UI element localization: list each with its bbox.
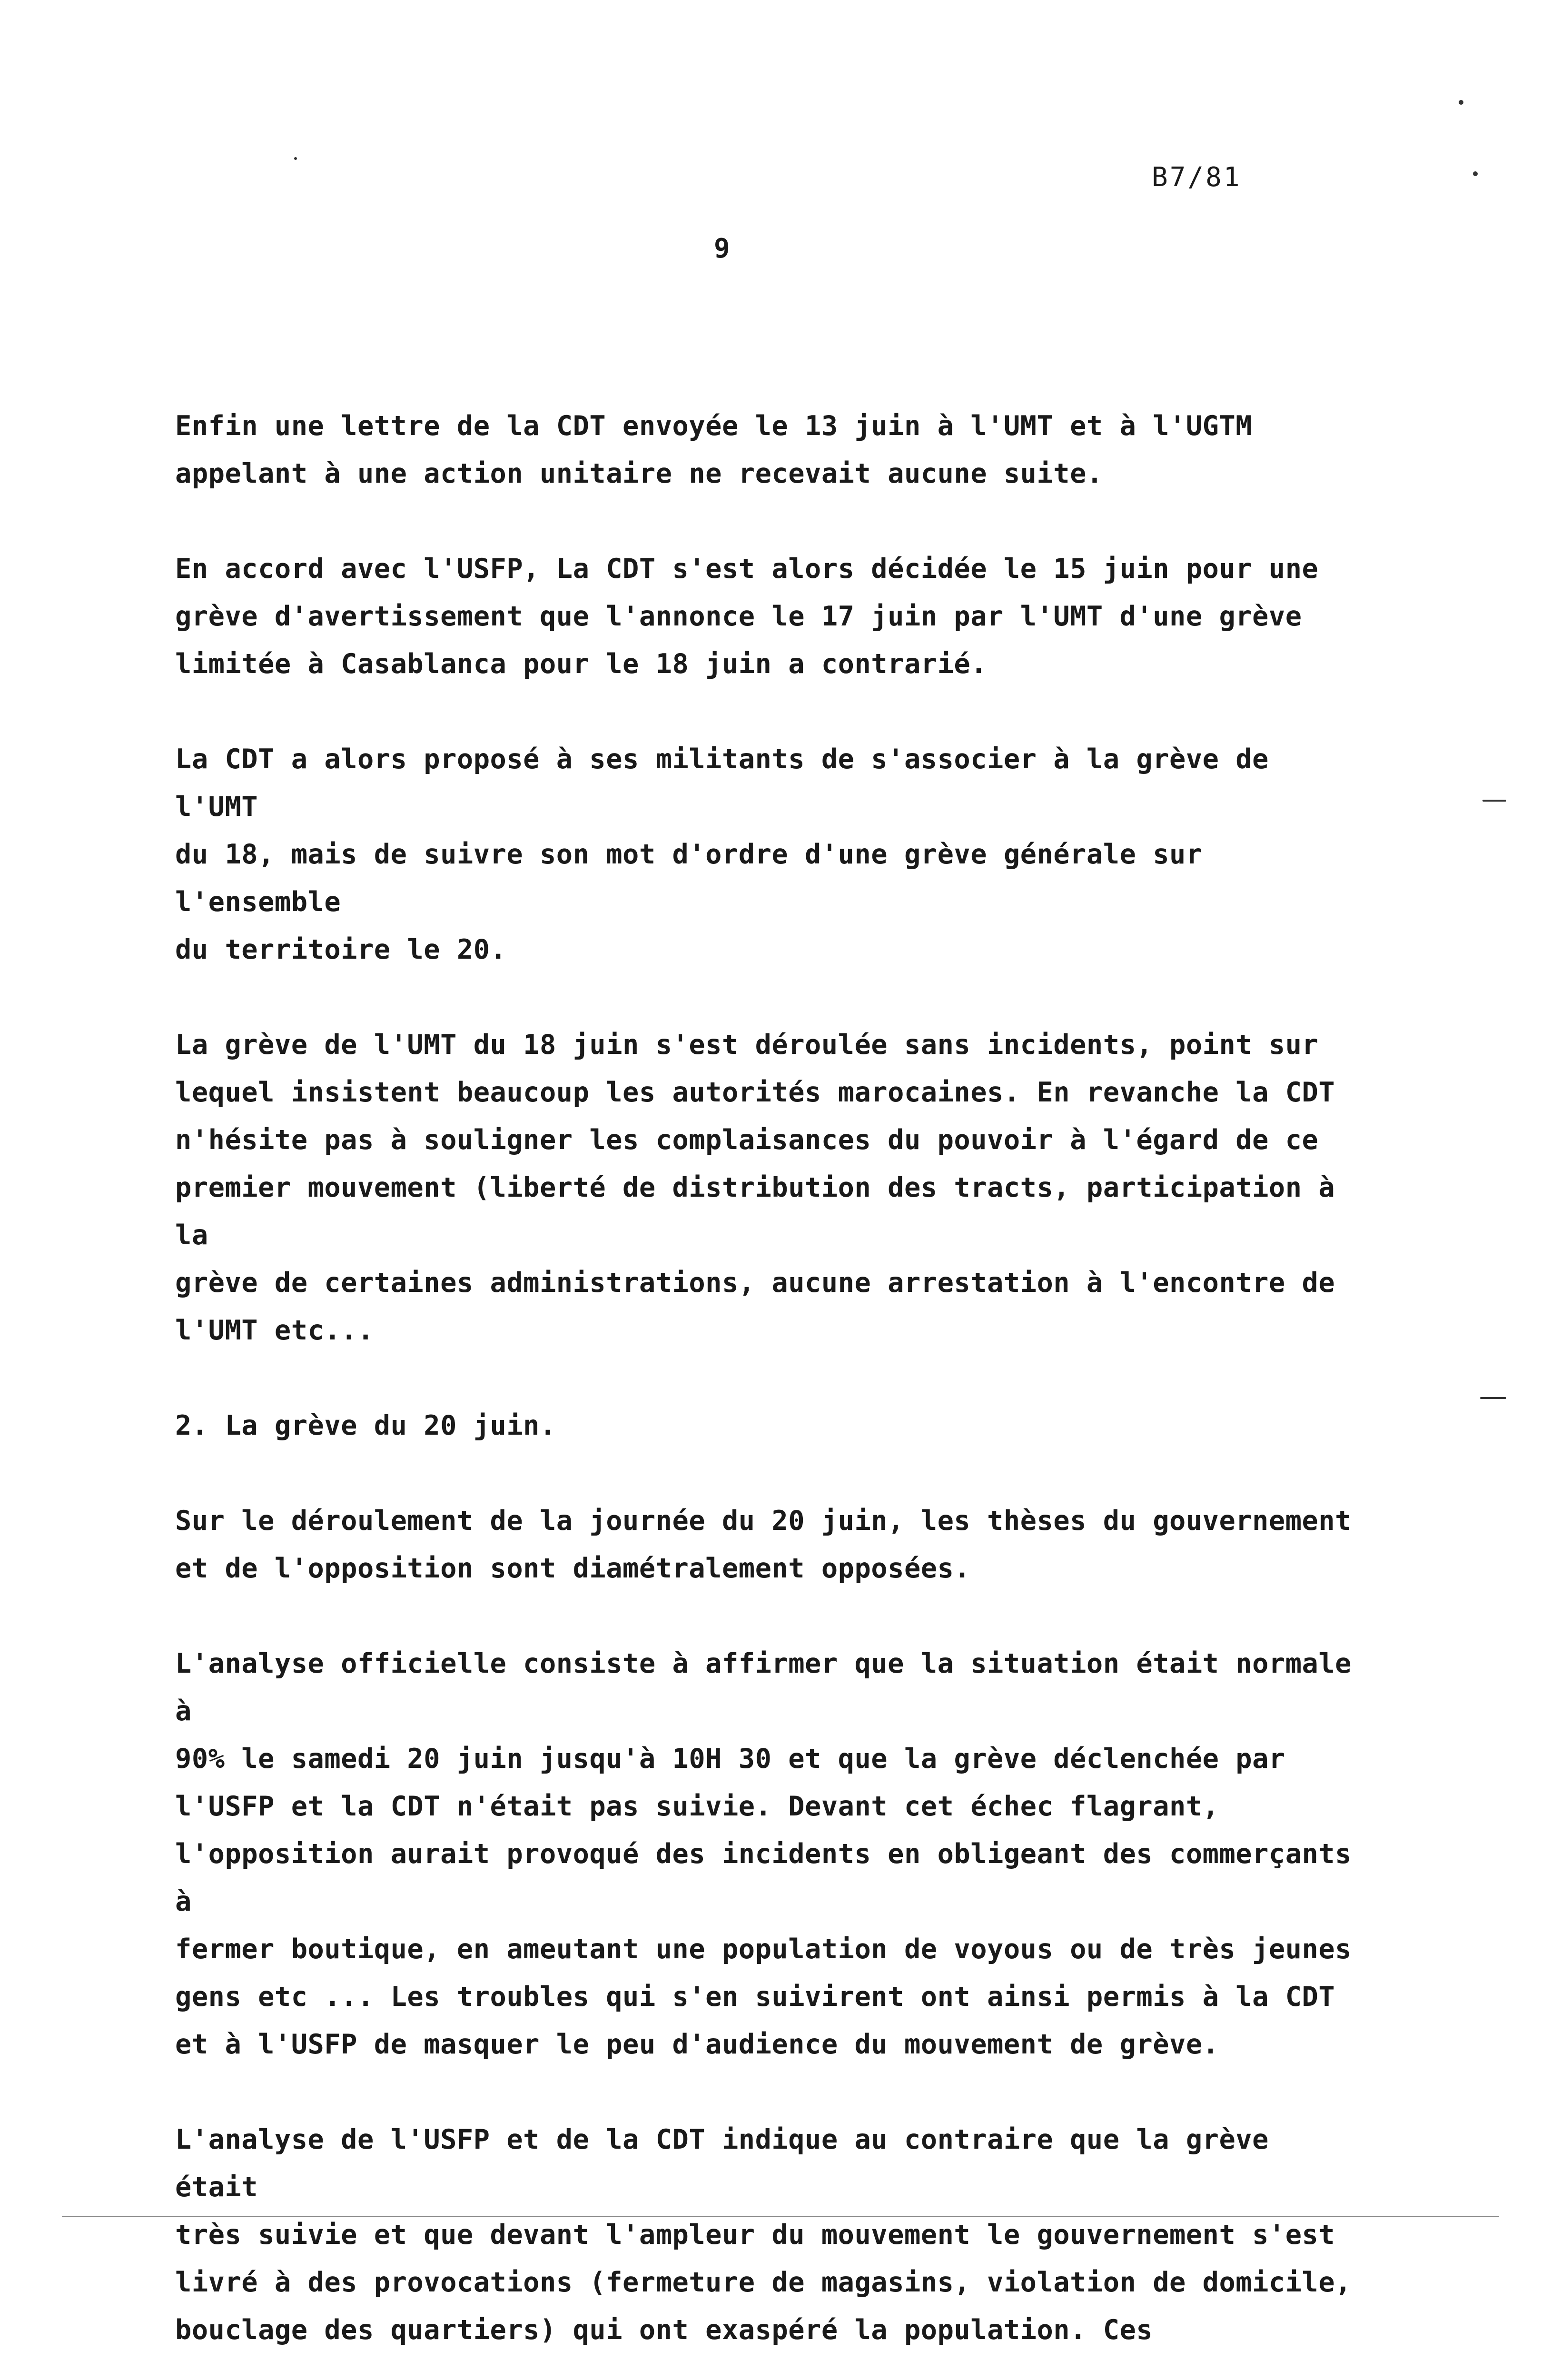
paragraph: L'analyse officielle consiste à affirmer que la situation était normale à 90% le samedi 20 juin jusqu'à 10H 30 et que la grève déclenchée par l'USFP et la CDT n'était pas suivie. Devant cet échec flagrant, l'opposition aurait provoqué des incidents en obligeant des commerçants à fermer boutique, en ameutant une population de voyous ou de très jeunes gens etc ... Les troubles qui s'en suivirent ont ainsi permis à la CDT et à l'USFP de masquer le peu d'audience du mouvement de grève. xyxy=(175,1648,1352,2060)
paragraph: L'analyse de l'USFP et de la CDT indique au contraire que la grève était très suivie et que devant l'ampleur du mouvement le gouvernement s'est livré à des provocations (fermeture de magasins, violation de domicile, bouclage des quartiers) qui ont exaspéré la population. Ces xyxy=(175,2124,1352,2346)
paragraph: La CDT a alors proposé à ses militants de s'associer à la grève de l'UMT du 18, mais de suivre son mot d'ordre d'une grève générale sur l'ensemble du territoire le 20. xyxy=(175,744,1269,965)
paragraph: En accord avec l'USFP, La CDT s'est alors décidée le 15 juin pour une grève d'avertissement que l'annonce le 17 juin par l'UMT d'une grève limitée à Casablanca pour le 18 juin a contrarié. xyxy=(175,553,1319,680)
section-heading: 2. La grève du 20 juin. xyxy=(175,1410,556,1441)
scan-speck xyxy=(294,157,297,160)
paragraph: Sur le déroulement de la journée du 20 juin, les thèses du gouvernement et de l'opposition sont diamétralement opposées. xyxy=(175,1505,1352,1584)
margin-mark xyxy=(1480,1397,1506,1399)
scan-speck xyxy=(1459,100,1463,105)
paragraph: La grève de l'UMT du 18 juin s'est déroulée sans incidents, point sur lequel insistent beaucoup les autorités marocaines. En revanche la CDT n'hésite pas à souligner les complaisances du pouvoir à l'égard de ce premier mouvement (liberté de distribution des tracts, participation à la grève de certaines administrations, aucune arrestation à l'encontre de l'UMT etc... xyxy=(175,1029,1335,1346)
document-reference: B7/81 xyxy=(1152,162,1242,193)
document-body xyxy=(175,402,1365,2380)
scan-speck xyxy=(1473,171,1478,176)
page-number: 9 xyxy=(714,233,730,264)
bottom-rule xyxy=(62,2216,1499,2217)
paragraph: Enfin une lettre de la CDT envoyée le 13 juin à l'UMT et à l'UGTM appelant à une action unitaire ne recevait aucune suite. xyxy=(175,410,1253,489)
margin-mark xyxy=(1482,800,1506,802)
